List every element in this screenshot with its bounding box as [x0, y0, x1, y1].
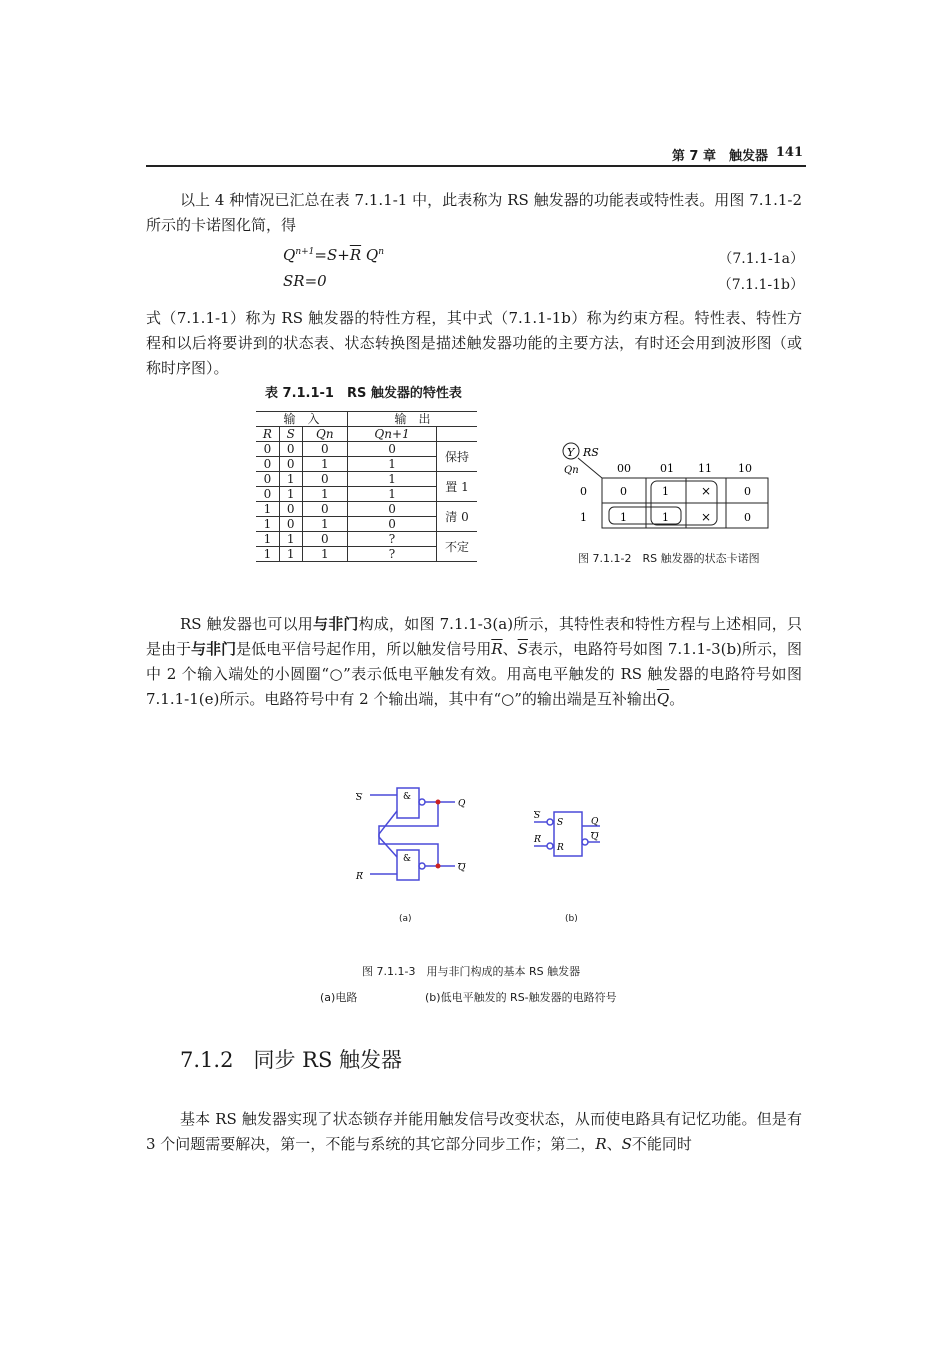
symbol-input-r-bar: R [534, 835, 541, 845]
cell: 0 [256, 487, 279, 502]
paragraph-3: RS 触发器也可以用与非门构成，如图 7.1.1-3(a)所示，其特性表和特性方程与上述相同，只是由于与非门是低电平信号起作用，所以触发信号用$\overline{R}$、$\overline{S}$表示，电路符号如图 7.1.1-3(b)所示，图中 2 个输入端处的小圆圈“○”表示低电平触发有效。用高电平触发的 RS 触发器的电路符号如图 7.1.1-1(e)所示。电路符号中有 2 个输出端，其中有“○”的输出端是互补输出$\overline{Q}$。 [146, 615, 802, 708]
cell: 0 [348, 502, 437, 517]
output-q: Q [458, 799, 466, 809]
paragraph-4: 基本 RS 触发器实现了状态锁存并能用触发信号改变状态，从而使电路具有记忆功能。但是有 3 个问题需要解决，第一，不能与系统的其它部分同步工作；第二，R、S不能同时 [146, 1110, 802, 1153]
junction-dot [436, 864, 441, 869]
cell: 1 [279, 487, 302, 502]
kmap-var-q: Qn [564, 465, 579, 476]
kmap-cell: 0 [620, 485, 627, 498]
cell: 1 [279, 472, 302, 487]
cell: 1 [302, 547, 348, 562]
cell: 1 [302, 487, 348, 502]
page-number: 141 [775, 145, 803, 160]
cell: 0 [302, 532, 348, 547]
cell: 1 [348, 487, 437, 502]
karnaugh-map [556, 436, 776, 536]
cell: 0 [279, 517, 302, 532]
chapter-title: 第 7 章 触发器 [671, 149, 768, 164]
subfigure-b-label: (b) [565, 914, 578, 924]
kmap-caption: 图 7.1.1-2 RS 触发器的状态卡诺图 [578, 552, 760, 565]
cell: 1 [256, 517, 279, 532]
cell: 0 [279, 457, 302, 472]
cell: 1 [302, 517, 348, 532]
col-qn1: Qn+1 [348, 427, 437, 442]
cell: 0 [256, 472, 279, 487]
symbol-output-q: Q [591, 817, 599, 827]
note-undefined: 不定 [437, 532, 478, 562]
table-title: 表 7.1.1-1 RS 触发器的特性表 [265, 386, 462, 401]
kmap-cell: 0 [744, 511, 751, 524]
cell: 1 [256, 532, 279, 547]
kmap-cell: 0 [744, 485, 751, 498]
subcaption-a: (a)电路 [320, 991, 358, 1004]
cell: 0 [302, 472, 348, 487]
nand-circuit [350, 782, 480, 892]
kmap-cell: 1 [620, 511, 627, 524]
symbol-pin-s: S [557, 818, 564, 828]
cell: 0 [279, 502, 302, 517]
symbol-input-s-bar: S [534, 811, 541, 821]
and-label: & [403, 854, 412, 864]
cell: 1 [279, 547, 302, 562]
cell: 1 [302, 457, 348, 472]
col-s: S [279, 427, 302, 442]
cell: 0 [256, 442, 279, 457]
kmap-cell: 1 [662, 511, 669, 524]
kmap-row-label: 1 [580, 511, 587, 524]
kmap-row-label: 0 [580, 485, 587, 498]
cell: 0 [256, 457, 279, 472]
header-outputs: 输 出 [348, 412, 477, 427]
figure-caption: 图 7.1.1-3 用与非门构成的基本 RS 触发器 [362, 965, 581, 978]
kmap-var-y: Y [567, 446, 575, 459]
input-r-bar: R [356, 872, 363, 882]
output-q-bar: Q [458, 863, 466, 873]
note-clear: 清 0 [437, 502, 478, 532]
kmap-cell: × [701, 484, 712, 498]
cell: ? [348, 532, 437, 547]
cell: 0 [348, 442, 437, 457]
kmap-diagonal [578, 458, 602, 478]
kmap-cell: 1 [662, 485, 669, 498]
kmap-col-label: 01 [660, 462, 674, 475]
equation-1b-number: （7.1.1-1b） [717, 277, 804, 293]
col-note [437, 427, 478, 442]
cell: 0 [302, 502, 348, 517]
note-hold: 保持 [437, 442, 478, 472]
paragraph-2: 式（7.1.1-1）称为 RS 触发器的特性方程，其中式（7.1.1-1b）称为约束方程。特性表、特性方程和以后将要讲到的状态表、状态转换图是描述触发器功能的主要方法，有时还会用到波形图（或称时序图）。 [146, 309, 802, 377]
kmap-cell: × [701, 510, 712, 524]
col-r: R [256, 427, 279, 442]
paragraph-1: 以上 4 种情况已汇总在表 7.1.1-1 中，此表称为 RS 触发器的功能表或特性表。用图 7.1.1-2 所示的卡诺图化简，得 [146, 191, 802, 234]
cell: 0 [348, 517, 437, 532]
symbol-pin-r: R [557, 843, 564, 853]
section-heading [180, 1044, 402, 1074]
cell: 1 [256, 547, 279, 562]
kmap-col-label: 10 [738, 462, 752, 475]
note-set: 置 1 [437, 472, 478, 502]
truth-table [256, 411, 477, 562]
rs-symbol [528, 800, 608, 866]
and-label: & [403, 792, 412, 802]
kmap-var-rs: RS [583, 446, 599, 459]
section-title: 同步 RS 触发器 [253, 1048, 403, 1072]
input-s-bar: S [356, 793, 363, 803]
equation-1b: SR=0 [283, 272, 327, 290]
junction-dot [436, 800, 441, 805]
kmap-col-label: 11 [698, 462, 712, 475]
cell: 0 [279, 442, 302, 457]
kmap-col-label: 00 [617, 462, 631, 475]
cell: 1 [348, 472, 437, 487]
symbol-output-q-bar: Q [591, 832, 599, 842]
cell: 0 [302, 442, 348, 457]
cell: 1 [279, 532, 302, 547]
subcaption-b: (b)低电平触发的 RS-触发器的电路符号 [425, 991, 617, 1004]
cell: ? [348, 547, 437, 562]
subfigure-a-label: (a) [399, 914, 412, 924]
col-qn: Qn [302, 427, 348, 442]
cell: 1 [348, 457, 437, 472]
section-number: 7.1.2 [180, 1048, 234, 1072]
equation-1a-number: （7.1.1-1a） [718, 251, 804, 267]
page-header [146, 143, 806, 167]
header-inputs: 输 入 [256, 412, 348, 427]
equation-1a: $Q^{n+1}=S+\overline{R}$ $Q^n$ [283, 246, 384, 264]
cell: 1 [256, 502, 279, 517]
